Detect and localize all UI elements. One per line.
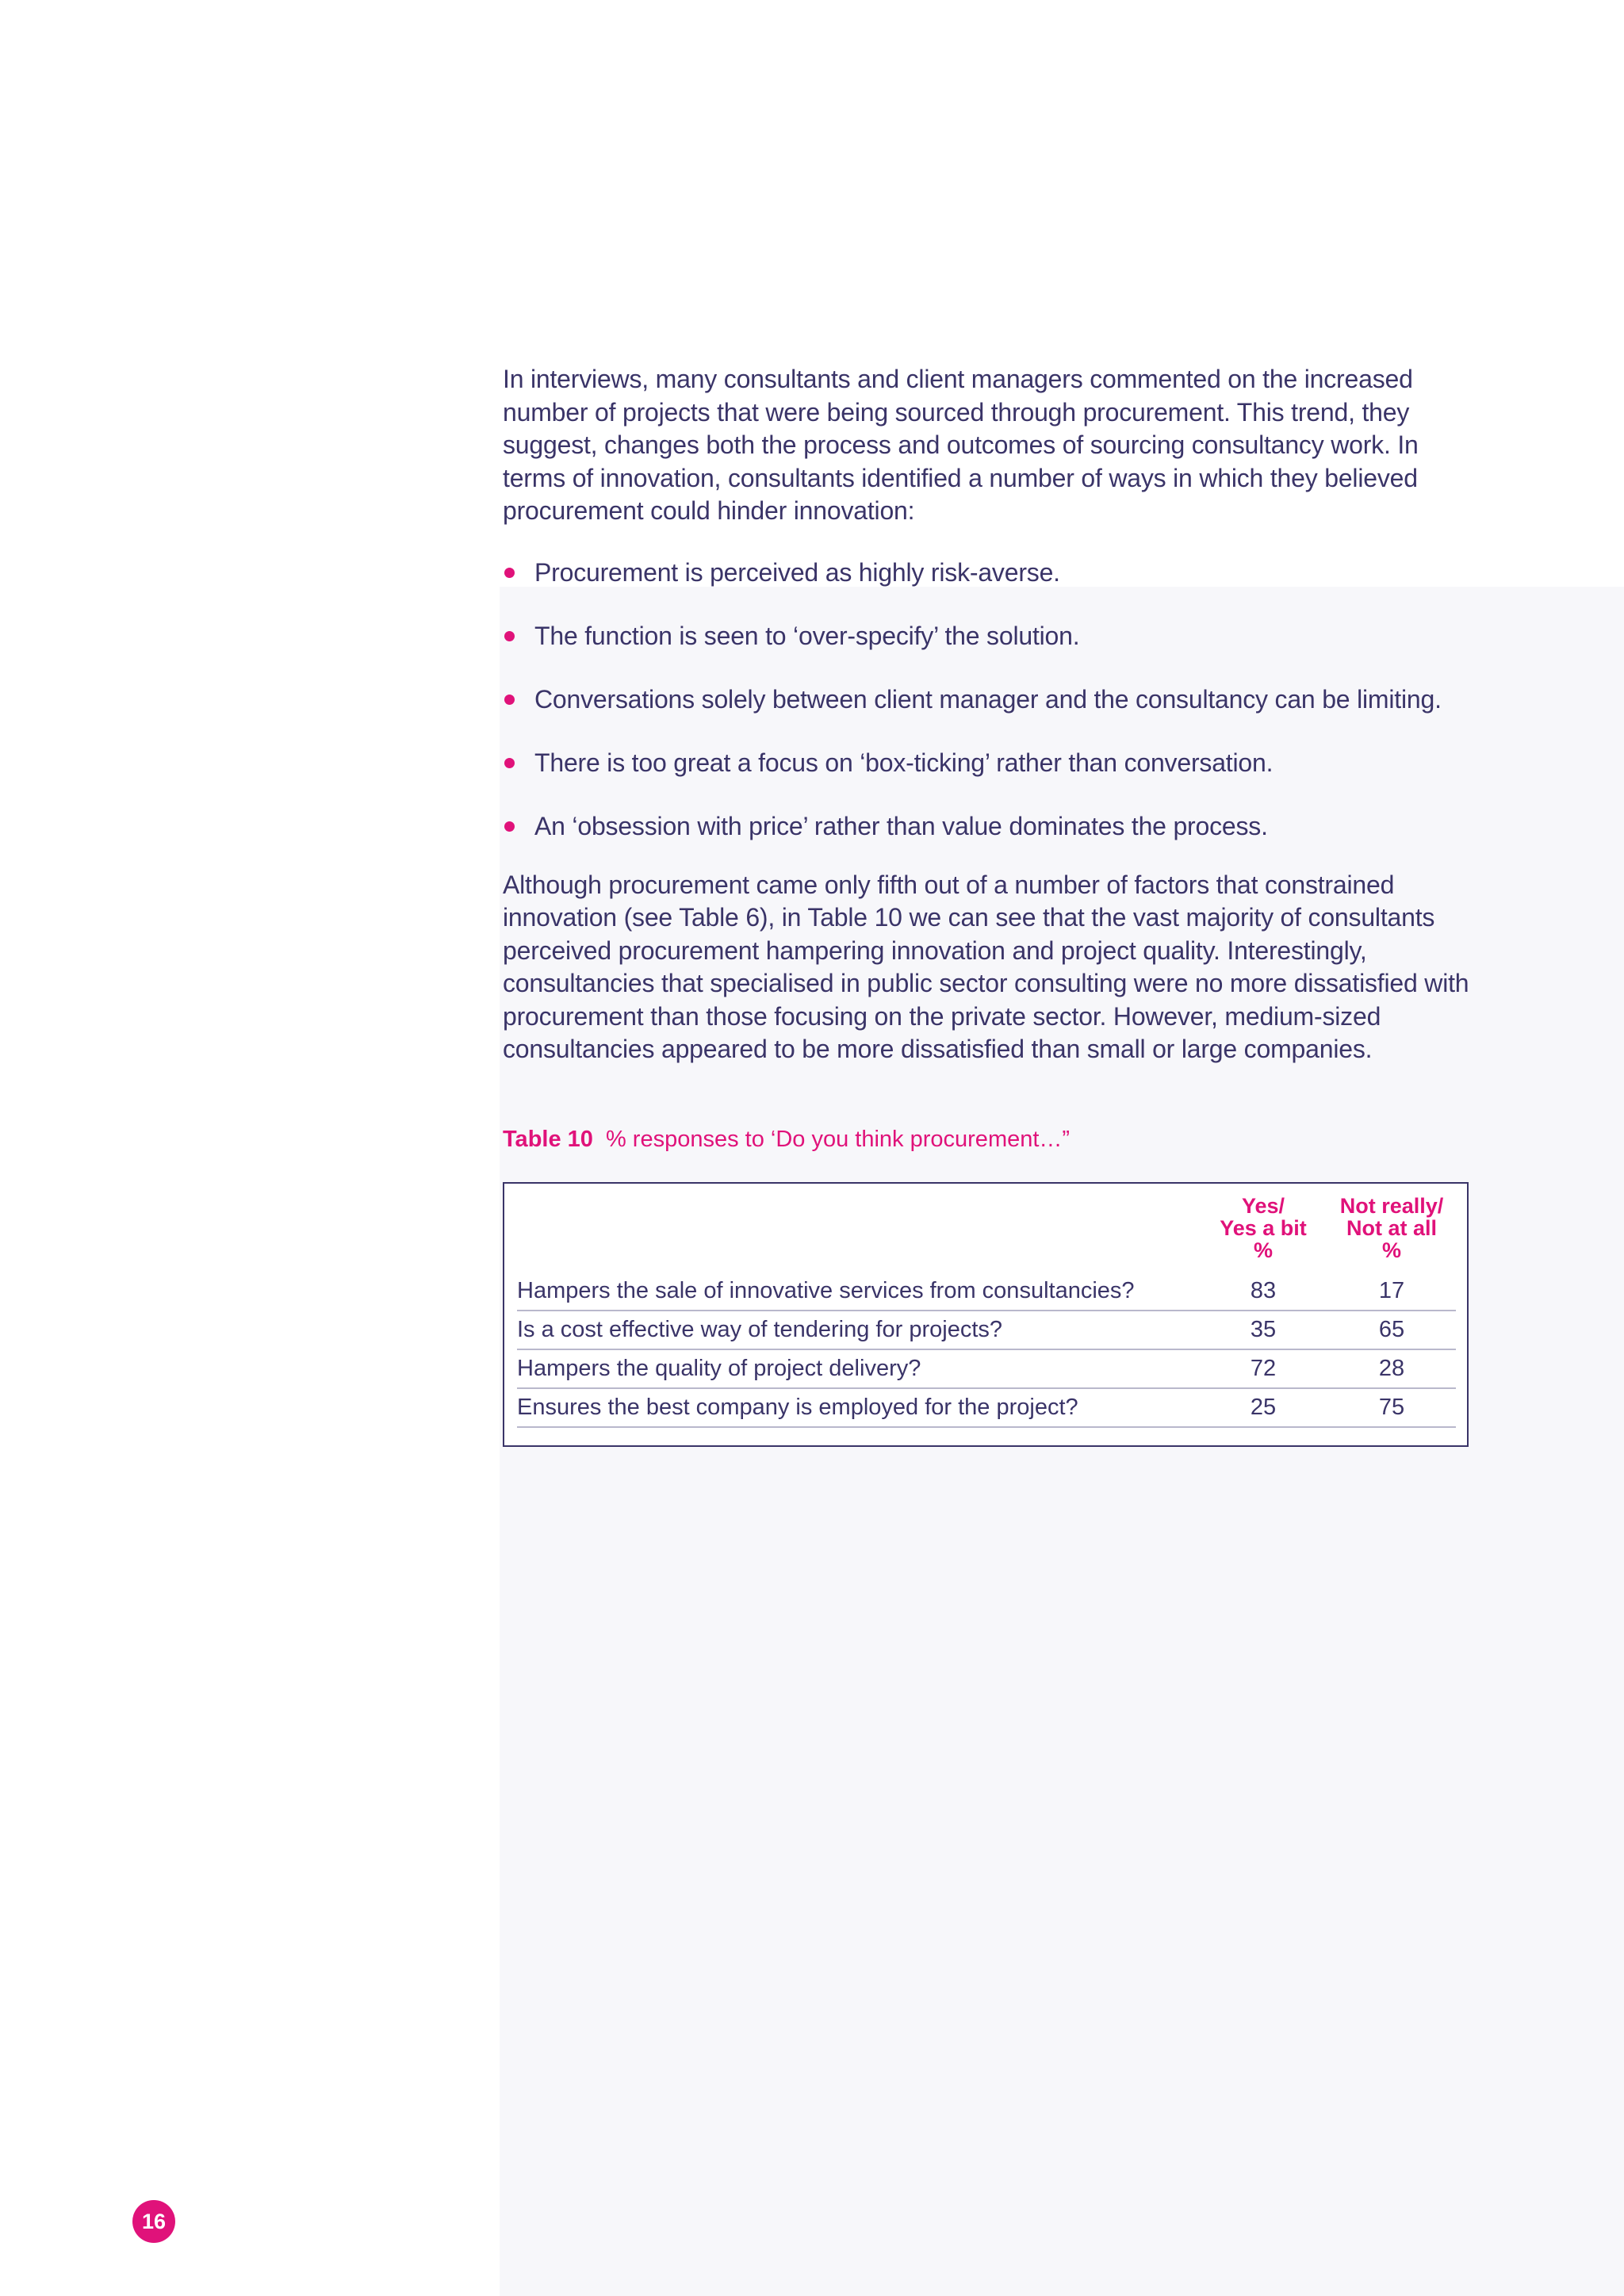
header-yes-line1: Yes/ (1241, 1193, 1285, 1218)
row-yes-value: 35 (1250, 1316, 1277, 1342)
table-label: Table 10 (503, 1126, 593, 1152)
table-header (517, 1195, 1456, 1272)
row-yes-value: 25 (1250, 1394, 1277, 1420)
row-no-value: 28 (1378, 1355, 1405, 1381)
second-paragraph: Although procurement came only fifth out of a number of factors that constrained innovation (see Table 6), in Table 10 we can see that the vast majority of consultants perceived procurement hampering innovation and project quality. Interestingly, consultancies that specialised in public sector consulting were no more dissatisfied with procurement than those focusing on the private sector. However, medium-sized consultancies appeared to be more dissatisfied than small or large companies. (503, 870, 1469, 1063)
bullet-text: An ‘obsession with price’ rather than value dominates the process. (534, 811, 1268, 840)
header-question-spacer (517, 1195, 1199, 1272)
header-no-line3: % (1381, 1238, 1401, 1262)
bullet-dot-icon (504, 631, 515, 641)
bullet-item (503, 683, 1478, 716)
intro-paragraph: In interviews, many consultants and client managers commented on the increased number of projects that were being sourced through procurement. This trend, they suggest, changes both the process and outcomes of sourcing consultancy work. In terms of innovation, consultants identified a number of ways in which they believed procurement could hinder innovation: (503, 365, 1419, 525)
row-question: Hampers the sale of innovative services from consultancies? (517, 1277, 1135, 1303)
table-caption-text: % responses to ‘Do you think procurement…” (605, 1126, 1071, 1152)
row-no-value: 65 (1378, 1316, 1405, 1342)
page-content (503, 363, 1478, 1447)
row-question: Is a cost effective way of tendering for projects? (517, 1316, 1003, 1342)
bullet-dot-icon (504, 821, 515, 832)
bullet-dot-icon (504, 695, 515, 705)
table-row (517, 1350, 1456, 1389)
row-question: Ensures the best company is employed for the project? (517, 1394, 1078, 1420)
bullet-text: Procurement is perceived as highly risk-averse. (534, 557, 1060, 587)
bullet-item (503, 810, 1478, 843)
table-inner (517, 1195, 1456, 1428)
bullet-item (503, 557, 1478, 589)
bullet-item (503, 747, 1478, 779)
bullet-dot-icon (504, 758, 515, 768)
table-row (517, 1272, 1456, 1311)
row-no-value: 17 (1378, 1277, 1405, 1303)
row-yes-value: 83 (1250, 1277, 1277, 1303)
bullet-text: There is too great a focus on ‘box-ticking’ rather than conversation. (534, 748, 1274, 777)
bullet-dot-icon (504, 568, 515, 578)
table-row (517, 1311, 1456, 1350)
header-no-line2: Not at all (1346, 1215, 1437, 1240)
header-no-line1: Not really/ (1339, 1193, 1444, 1218)
bullet-text: The function is seen to ‘over-specify’ the solution. (534, 621, 1080, 650)
bullet-item (503, 620, 1478, 652)
header-yes-line2: Yes a bit (1220, 1215, 1307, 1240)
row-question: Hampers the quality of project delivery? (517, 1355, 921, 1381)
header-no (1327, 1195, 1456, 1272)
row-yes-value: 72 (1250, 1355, 1277, 1381)
data-table (503, 1182, 1469, 1447)
row-no-value: 75 (1378, 1394, 1405, 1420)
page-number-badge: 16 (132, 2200, 175, 2243)
bullet-text: Conversations solely between client manager and the consultancy can be limiting. (534, 684, 1442, 714)
bullet-list (503, 557, 1478, 843)
table-caption (503, 1125, 1478, 1154)
header-yes (1199, 1195, 1327, 1272)
table-row (517, 1389, 1456, 1428)
header-yes-line3: % (1253, 1238, 1273, 1262)
